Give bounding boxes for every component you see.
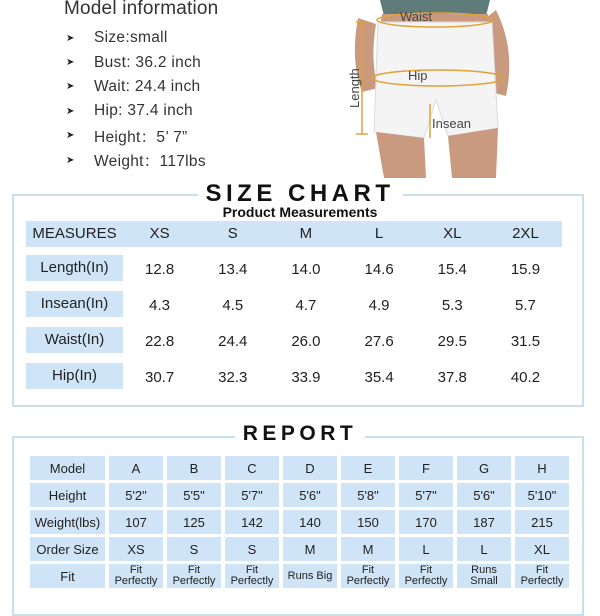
arrow-icon: ➤ [66, 154, 75, 166]
report-cell: 5'6" [457, 483, 511, 507]
size-chart-title: SIZE CHART [0, 180, 600, 208]
report-cell: L [457, 537, 511, 561]
size-cell: 31.5 [510, 333, 541, 350]
hip-label: Hip [408, 68, 428, 83]
waist-label: Waist [400, 9, 433, 24]
report-cell: 140 [283, 510, 337, 534]
report-cell: L [399, 537, 453, 561]
size-cell: 33.9 [291, 369, 321, 386]
size-header-cell: L [374, 225, 384, 242]
size-row-insean [26, 291, 562, 317]
report-cell: 5'6" [283, 483, 337, 507]
report-cell: Fit Perfectly [225, 564, 279, 588]
size-cell: 4.3 [149, 297, 171, 314]
report-title: REPORT [0, 422, 600, 446]
size-row-length [26, 255, 562, 281]
length-label: Length [347, 68, 362, 108]
size-row-label: Hip(In) [26, 363, 123, 389]
report-cell: Fit Perfectly [109, 564, 163, 588]
size-cell: 24.4 [218, 333, 248, 350]
arrow-icon: ➤ [66, 57, 75, 69]
size-header-cell: M [299, 225, 313, 242]
report-cell: 5'2" [109, 483, 163, 507]
size-cell: 15.9 [510, 261, 541, 278]
shorts-illustration [340, 0, 530, 178]
report-table [30, 456, 569, 588]
report-cell: A [109, 456, 163, 480]
report-cell: E [341, 456, 395, 480]
report-cell: G [457, 456, 511, 480]
size-cell: 13.4 [218, 261, 248, 278]
model-info-item: ➤ Hip: 37.4 inch [66, 102, 193, 120]
size-cell: 29.5 [437, 333, 467, 350]
size-row-label: Length(In) [26, 255, 123, 281]
report-cell: 5'8" [341, 483, 395, 507]
report-row-label: Model [30, 456, 105, 480]
report-cell: M [341, 537, 395, 561]
size-row-waist [26, 327, 562, 353]
model-info-item: ➤ Wait: 24.4 inch [66, 77, 201, 95]
size-cell: 4.9 [368, 297, 390, 314]
size-chart-subtitle: Product Measurements [222, 204, 378, 220]
size-header-cell: 2XL [512, 225, 539, 242]
size-header-cell: XS [149, 225, 170, 242]
report-cell: 5'5" [167, 483, 221, 507]
size-row-label: Insean(In) [26, 291, 123, 317]
size-cell: 5.7 [515, 297, 536, 314]
report-cell: 107 [109, 510, 163, 534]
report-cell: Fit Perfectly [341, 564, 395, 588]
size-header-row [26, 221, 562, 247]
report-cell: C [225, 456, 279, 480]
report-cell: 125 [167, 510, 221, 534]
size-cell: 37.8 [437, 369, 467, 386]
report-cell: 150 [341, 510, 395, 534]
model-info-title: Model information [64, 0, 219, 19]
arrow-icon: ➤ [66, 105, 75, 117]
size-header-cell: XL [443, 225, 462, 242]
right-leg-shape [448, 128, 498, 178]
size-cell: 27.6 [364, 333, 394, 350]
size-cell: 4.7 [295, 297, 317, 314]
size-cell: 26.0 [291, 333, 321, 350]
report-cell: 5'7" [399, 483, 453, 507]
model-info-item: ➤ Bust: 36.2 inch [66, 53, 202, 71]
size-row-hip [26, 363, 562, 389]
report-cell: Fit Perfectly [167, 564, 221, 588]
arrow-icon: ➤ [66, 32, 75, 44]
report-cell: Fit Perfectly [515, 564, 569, 588]
size-cell: 15.4 [437, 261, 467, 278]
report-cell: 142 [225, 510, 279, 534]
size-cell: 14.6 [364, 261, 394, 278]
model-info-item: ➤ Size:small [66, 29, 168, 47]
report-cell: S [167, 537, 221, 561]
report-cell: 170 [399, 510, 453, 534]
shorts-illustration-svg [340, 0, 530, 178]
insean-label: Insean [432, 116, 472, 131]
report-cell: F [399, 456, 453, 480]
report-cell: 5'7" [225, 483, 279, 507]
arrow-icon: ➤ [66, 130, 75, 142]
report-cell: S [225, 537, 279, 561]
report-cell: Runs Big [283, 564, 337, 588]
report-cell: Fit Perfectly [399, 564, 453, 588]
size-cell: 40.2 [510, 369, 541, 386]
report-cell: M [283, 537, 337, 561]
report-cell: H [515, 456, 569, 480]
report-row-label: Weight(lbs) [30, 510, 105, 534]
size-cell: 35.4 [364, 369, 394, 386]
size-cell: 4.5 [222, 297, 244, 314]
report-cell: 5'10" [515, 483, 569, 507]
size-cell: 32.3 [218, 369, 248, 386]
measures-header: MEASURES [26, 221, 123, 247]
left-leg-shape [376, 132, 426, 178]
report-cell: XL [515, 537, 569, 561]
model-info-list [66, 26, 206, 172]
report-row-label: Height [30, 483, 105, 507]
size-header-cell: S [227, 225, 238, 242]
arrow-icon: ➤ [66, 81, 75, 93]
report-cell: 187 [457, 510, 511, 534]
report-cell: Runs Small [457, 564, 511, 588]
size-cell: 30.7 [144, 369, 175, 386]
report-row-label: Fit [30, 564, 105, 588]
report-cell: XS [109, 537, 163, 561]
size-cell: 14.0 [291, 261, 321, 278]
report-cell: D [283, 456, 337, 480]
model-info-item: ➤ Weight：117lbs [66, 153, 206, 171]
report-cell: B [167, 456, 221, 480]
model-info-item: ➤ Height：5’ 7” [66, 128, 188, 146]
size-row-label: Waist(In) [26, 327, 123, 353]
size-cell: 5.3 [441, 297, 463, 314]
size-cell: 22.8 [144, 333, 175, 350]
report-cell: 215 [515, 510, 569, 534]
size-cell: 12.8 [144, 261, 175, 278]
report-row-label: Order Size [30, 537, 105, 561]
